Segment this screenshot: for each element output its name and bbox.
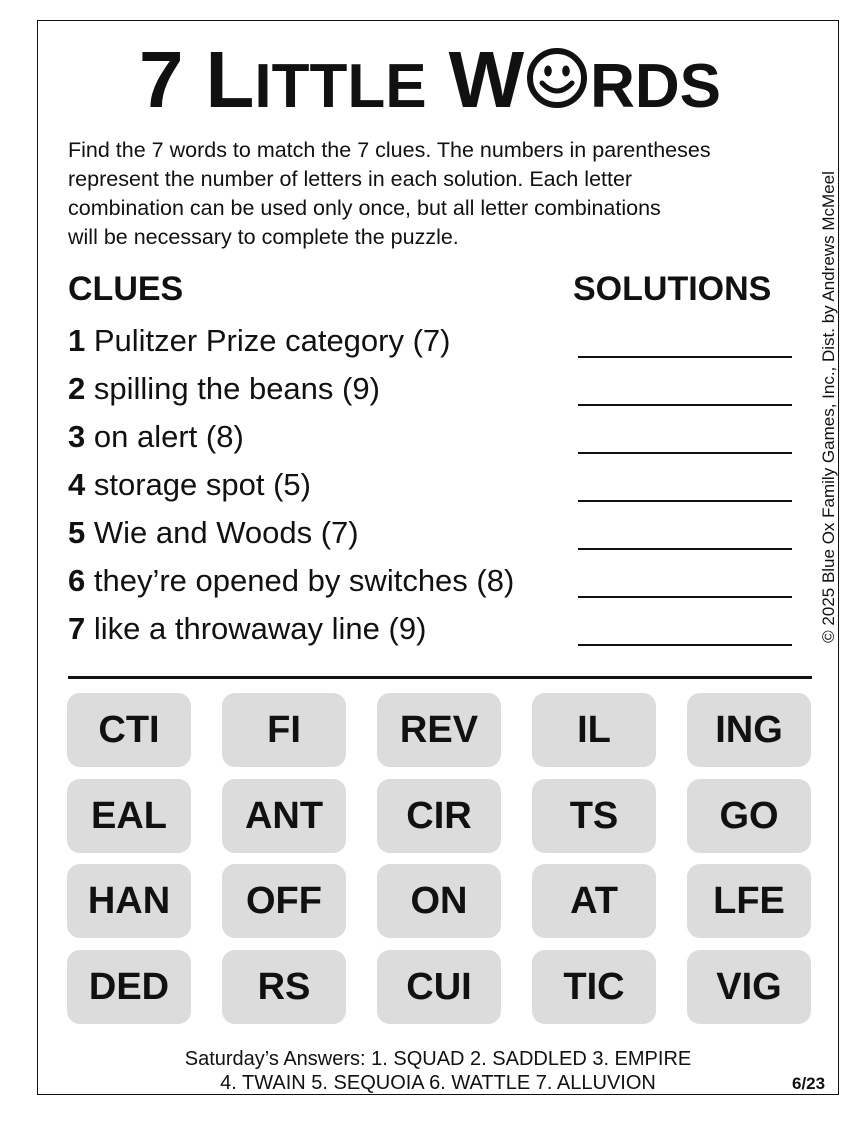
letter-tile[interactable]: CTI: [67, 693, 191, 767]
instructions-line: will be necessary to complete the puzzle.: [68, 225, 459, 249]
solution-blank-3[interactable]: [578, 452, 792, 454]
solution-blank-4[interactable]: [578, 500, 792, 502]
answers-line: 4. TWAIN 5. SEQUOIA 6. WATTLE 7. ALLUVION: [220, 1072, 656, 1094]
clue-text: spilling the beans (9): [85, 371, 380, 406]
letter-tile[interactable]: LFE: [687, 864, 811, 938]
letter-tile[interactable]: FI: [222, 693, 346, 767]
smiley-face-icon: [526, 47, 588, 109]
instructions-line: combination can be used only once, but all letter combinations: [68, 196, 661, 220]
clue-number: 2: [68, 371, 86, 406]
letter-tile[interactable]: CIR: [377, 779, 501, 853]
title-letter-w: W: [448, 35, 525, 124]
letter-tile[interactable]: RS: [222, 950, 346, 1024]
copyright-notice: © 2025 Blue Ox Family Games, Inc., Dist. by Andrews McMeel: [819, 171, 838, 643]
instructions-line: represent the number of letters in each solution. Each letter: [68, 167, 633, 191]
clue-1: [68, 323, 450, 359]
letter-tile[interactable]: ING: [687, 693, 811, 767]
title-word-rds: RDS: [590, 52, 721, 121]
clue-number: 7: [68, 611, 86, 646]
letter-tile[interactable]: EAL: [67, 779, 191, 853]
solution-blank-7[interactable]: [578, 644, 792, 646]
letter-tile[interactable]: ANT: [222, 779, 346, 853]
clue-3: [68, 419, 244, 455]
game-title: [0, 35, 860, 124]
clue-text: they’re opened by switches (8): [85, 563, 515, 598]
letter-tile[interactable]: TS: [532, 779, 656, 853]
letter-tile[interactable]: IL: [532, 693, 656, 767]
letter-tile[interactable]: ON: [377, 864, 501, 938]
letter-tile[interactable]: AT: [532, 864, 656, 938]
clue-7: [68, 611, 426, 647]
solution-blank-2[interactable]: [578, 404, 792, 406]
solutions-header: SOLUTIONS: [573, 270, 772, 308]
clue-number: 1: [68, 323, 86, 358]
clue-text: storage spot (5): [85, 467, 311, 502]
clue-6: [68, 563, 514, 599]
letter-tile[interactable]: OFF: [222, 864, 346, 938]
clue-number: 4: [68, 467, 86, 502]
clue-text: on alert (8): [85, 419, 244, 454]
letter-tile[interactable]: DED: [67, 950, 191, 1024]
clue-5: [68, 515, 359, 551]
instructions: [68, 136, 818, 252]
clue-4: [68, 467, 311, 503]
clue-text: like a throwaway line (9): [85, 611, 427, 646]
letter-tile[interactable]: VIG: [687, 950, 811, 1024]
letter-tile[interactable]: GO: [687, 779, 811, 853]
answers-line: Saturday’s Answers: 1. SQUAD 2. SADDLED 3. EMPIRE: [184, 1048, 692, 1070]
letter-tile[interactable]: CUI: [377, 950, 501, 1024]
clue-text: Wie and Woods (7): [85, 515, 359, 550]
letter-tile[interactable]: REV: [377, 693, 501, 767]
solution-blank-1[interactable]: [578, 356, 792, 358]
title-word-ittle: ITTLE: [254, 52, 427, 121]
divider: [68, 676, 812, 679]
title-number: 7: [139, 35, 184, 124]
clue-number: 6: [68, 563, 86, 598]
previous-answers: [0, 1047, 860, 1095]
clues-header: CLUES: [68, 270, 184, 308]
solution-blank-5[interactable]: [578, 548, 792, 550]
clue-number: 5: [68, 515, 86, 550]
puzzle-date: 6/23: [792, 1074, 826, 1093]
instructions-line: Find the 7 words to match the 7 clues. The numbers in parentheses: [68, 138, 711, 162]
clue-number: 3: [68, 419, 86, 454]
title-letter-l: L: [205, 35, 255, 124]
clue-text: Pulitzer Prize category (7): [85, 323, 451, 358]
letter-tile[interactable]: TIC: [532, 950, 656, 1024]
clue-2: [68, 371, 380, 407]
solution-blank-6[interactable]: [578, 596, 792, 598]
letter-tile[interactable]: HAN: [67, 864, 191, 938]
